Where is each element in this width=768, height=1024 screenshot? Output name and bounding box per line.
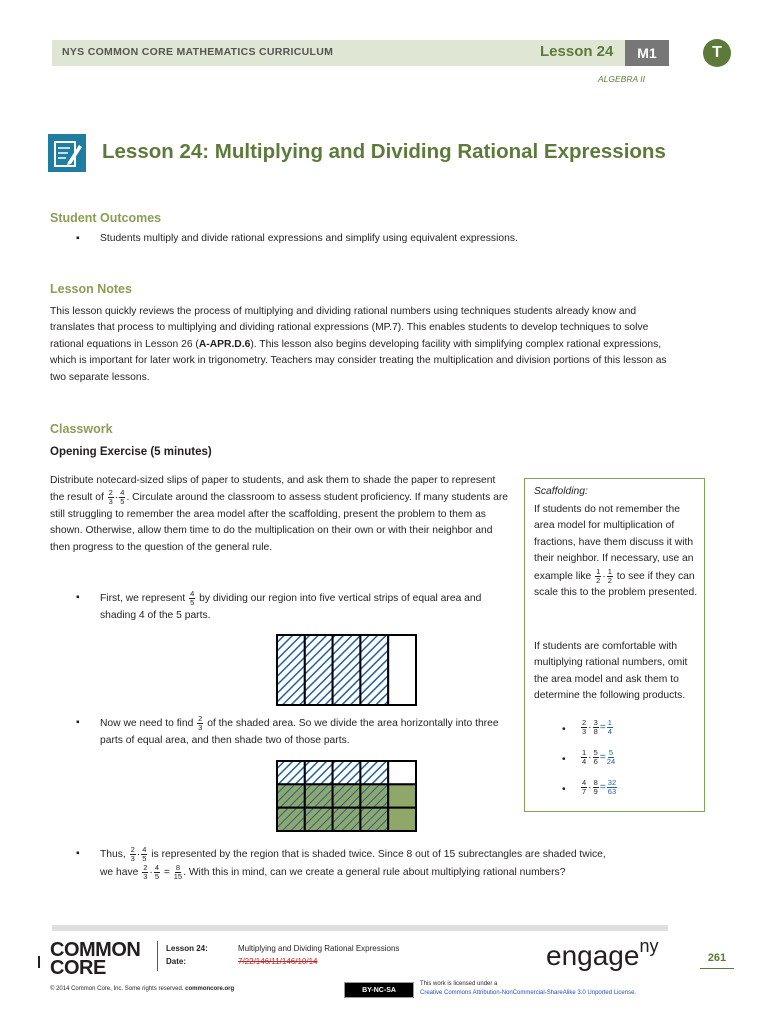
footer-lesson-title: Multiplying and Dividing Rational Expressions <box>238 944 400 953</box>
product-item: $\frac{1}{4}$ · $\frac{5}{6}$ = $\frac{5}{24}$ <box>582 748 616 766</box>
product-item: $\frac{4}{7}$ · $\frac{8}{9}$ = $\frac{32}{63}$ <box>582 778 617 796</box>
notepad-icon <box>48 134 86 172</box>
footer-date-value: 7/22/146/11/146/10/14 <box>238 957 318 966</box>
outcome-item: Students multiply and divide rational expressions and simplify using equivalent expressions. <box>100 233 518 244</box>
area-cell <box>277 784 305 807</box>
area-cell <box>333 808 361 831</box>
area-cell <box>305 808 333 831</box>
copyright: © 2014 Common Core, Inc. Some rights reserved. commoncore.org <box>50 986 235 992</box>
area-cell <box>360 784 388 807</box>
teacher-badge: T <box>703 39 731 67</box>
fraction: $\frac{4}{5}$ <box>142 845 147 863</box>
common-core-logo: COMMON CORE <box>50 939 141 979</box>
fraction: $\frac{1}{2}$ <box>596 566 601 585</box>
area-cell <box>277 808 305 831</box>
curriculum-label: NYS COMMON CORE MATHEMATICS CURRICULUM <box>62 46 334 58</box>
area-cell <box>360 761 388 784</box>
area-model-thirds <box>276 760 417 832</box>
area-cell <box>277 635 305 705</box>
area-cell <box>333 635 361 705</box>
product-bullet: • <box>562 754 566 765</box>
classwork-heading: Classwork <box>50 422 113 436</box>
scaffolding-heading: Scaffolding: <box>534 486 588 497</box>
exercise-title: Opening Exercise (5 minutes) <box>50 446 212 458</box>
scaffolding-p1: If students do not remember the area model for multiplication of fractions, have them discuss it with their neighbor. If necessary, use an example like $\frac{1}{2}$ · $\frac{1}{2}$ to see if they can scale this to the problem presented. <box>534 504 698 599</box>
product-item: $\frac{2}{3}$ · $\frac{3}{8}$ = $\frac{1}{4}$ <box>582 718 612 736</box>
footer-rule <box>52 925 668 931</box>
area-cell <box>305 784 333 807</box>
area-cell <box>360 635 388 705</box>
course-label: ALGEBRA II <box>598 74 645 84</box>
product-bullet: • <box>562 724 566 735</box>
fraction: $\frac{2}{3}$ <box>143 862 148 881</box>
module-badge: M1 <box>625 40 669 66</box>
bullet-marker: ▪ <box>76 592 80 603</box>
area-cell <box>305 761 333 784</box>
bullet-second: Now we need to find $\frac{2}{3}$ of the shaded area. So we divide the area horizontally into three parts of equal area, and then shade two of those parts. <box>100 714 499 746</box>
area-cell <box>305 635 333 705</box>
fraction: $\frac{2}{3}$ <box>108 488 113 507</box>
bullet-marker: ▪ <box>76 717 80 728</box>
product-bullet: • <box>562 784 566 795</box>
area-cell <box>333 784 361 807</box>
area-cell <box>388 784 416 807</box>
standard-code: A-APR.D.6 <box>198 338 251 350</box>
area-cell <box>277 761 305 784</box>
outcomes-heading: Student Outcomes <box>50 211 162 225</box>
lesson-label: Lesson 24 <box>540 43 614 60</box>
exercise-intro: Distribute notecard-sized slips of paper to students, and ask them to shade the paper to represent the result of $\frac{2}{3}$ · $\frac{4}{5}$ . Circulate around the classroom to assess student proficiency. If many students are still struggling to remember the area model after the scaffolding, present the problem to them as shown. Otherwise, allow them time to do the multiplication on their own or with their neighbor and then progress to the question of the general rule. <box>50 475 509 553</box>
bullet-first: First, we represent $\frac{4}{5}$ by dividing our region into five vertical strips of equal area and shading 4 of the 5 parts. <box>100 589 482 621</box>
fraction: $\frac{4}{5}$ <box>190 589 195 607</box>
notes-body: This lesson quickly reviews the process of multiplying and dividing rational numbers using techniques students already know and translates that process to multiplying and dividing rational expressions (MP.7). This enables students to develop techniques to solve rational equations in Lesson 26 (A-APR.D.6). This lesson also begins developing facility with simplifying complex rational expressions, which is important for later work in trigonometry. Teachers may consider treating the multiplication and division portions of this lesson as two separate lessons. <box>50 306 667 383</box>
area-cell <box>360 808 388 831</box>
license-text: This work is licensed under a <box>420 981 498 987</box>
area-cell <box>388 808 416 831</box>
footer-lesson-label: Lesson 24: <box>166 944 208 953</box>
fraction: $\frac{2}{3}$ <box>130 845 135 863</box>
area-model-fifths <box>276 634 417 706</box>
outcome-bullet: ▪ <box>76 233 80 244</box>
engageny-logo: engage$^{ny}$ <box>546 936 659 971</box>
bullet-marker: ▪ <box>76 848 80 859</box>
bullet-third: Thus, $\frac{2}{3}$ · $\frac{4}{5}$ is represented by the region that is shaded twice. Since 8 out of 15 subrectangles are shaded twice, we have $\frac{2}{3}$ · $\frac{4}{5}$ = $\frac{8}{15}$ . With this in mind, can we create a general rule about multiplying rational numbers? <box>100 845 606 881</box>
footer-separator <box>157 941 158 971</box>
area-cell <box>388 635 416 705</box>
notes-heading: Lesson Notes <box>50 282 132 296</box>
page-number: 261 <box>700 952 734 969</box>
footer-date-label: Date: <box>166 957 187 966</box>
fraction: $\frac{4}{5}$ <box>120 488 125 507</box>
scaffolding-p2: If students are comfortable with multiplying rational numbers, omit the area model and ask them to determine the following products. <box>534 641 688 702</box>
fraction: $\frac{1}{2}$ <box>607 566 612 585</box>
fraction: $\frac{4}{5}$ <box>154 862 159 881</box>
page-title: Lesson 24: Multiplying and Dividing Rational Expressions <box>102 140 666 163</box>
cc-license-badge: BY-NC-SA <box>344 982 414 998</box>
fraction: $\frac{8}{15}$ <box>173 862 183 881</box>
area-cell <box>388 761 416 784</box>
fraction: $\frac{2}{3}$ <box>198 714 203 732</box>
area-cell <box>333 761 361 784</box>
license-link[interactable]: Creative Commons Attribution-NonCommercial-ShareAlike 3.0 Unported License. <box>420 990 637 996</box>
divider <box>38 956 40 968</box>
